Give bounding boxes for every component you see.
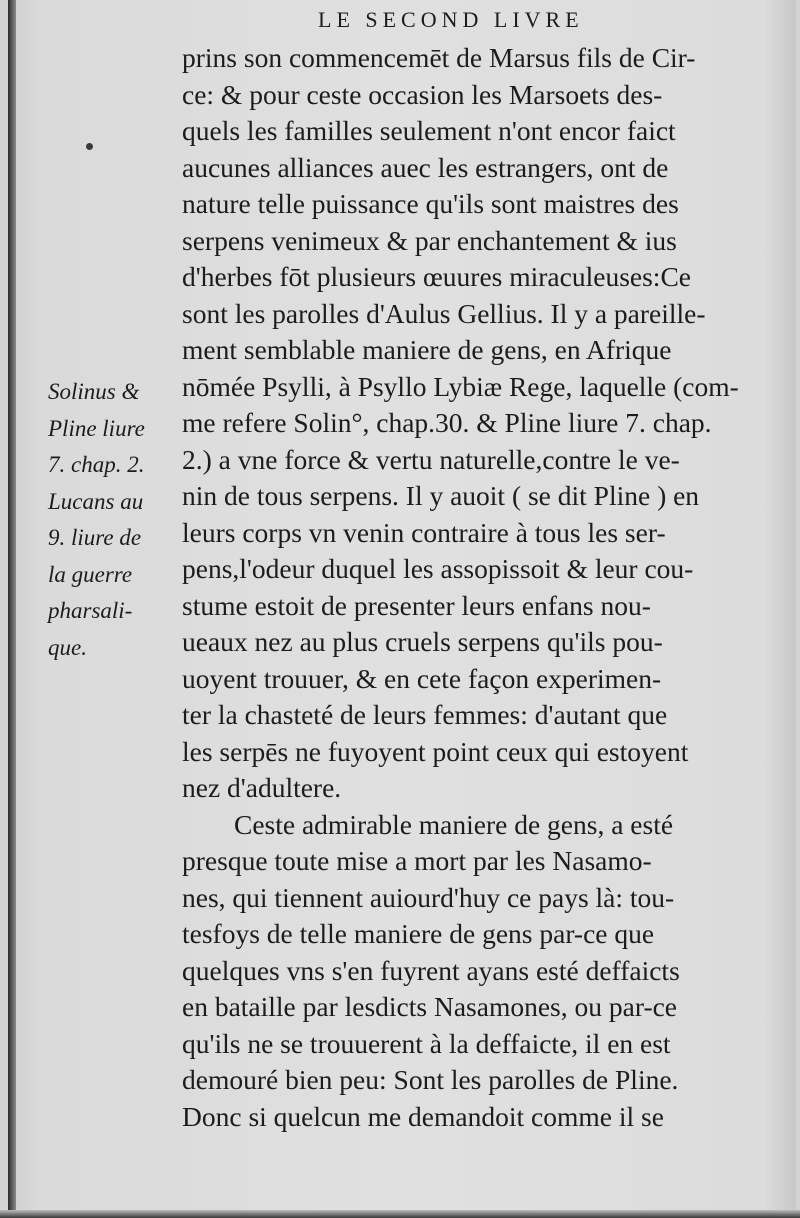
text-line: quels les familles seulement n'ont encor faict [182, 115, 676, 146]
text-line: serpens venimeux & par enchantement & ius [182, 224, 677, 256]
text-line: demouré bien peu: Sont les parolles de Pline. [182, 1064, 679, 1095]
margin-note-line: la guerre [48, 561, 133, 587]
margin-note-line: pharsali- [48, 598, 133, 623]
ink-blot [86, 143, 93, 150]
text-line: nature telle puissance qu'ils sont maistres des [182, 188, 679, 219]
text-line: 2.) a vne force & vertu naturelle,contre le ve- [182, 443, 680, 475]
text-line: Donc si quelcun me demandoit comme il se [182, 1100, 664, 1132]
margin-note-line: Lucans au [48, 488, 144, 514]
text-line: leurs corps vn venin contraire à tous les ser- [182, 516, 666, 548]
text-line: d'herbes fōt plusieurs œuures miraculeuses:Ce [182, 261, 691, 292]
running-header: LE SECOND LIVRE [318, 7, 584, 32]
margin-note-line: Solinus & [48, 379, 140, 404]
text-line: sont les parolles d'Aulus Gellius. Il y a pareille- [182, 297, 706, 329]
text-line: ment semblable maniere de gens, en Afrique [182, 334, 672, 365]
margin-note-line: 9. liure de [48, 525, 142, 550]
text-line: ter la chasteté de leurs femmes: d'autant que [182, 699, 668, 730]
text-line: quelques vns s'en fuyrent ayans esté deffaicts [182, 954, 680, 986]
text-line: aucunes alliances auec les estrangers, ont de [182, 151, 669, 183]
text-line: presque toute mise a mort par les Nasamo- [182, 845, 652, 876]
text-line: les serpēs ne fuyoyent point ceux qui estoyent [182, 735, 689, 767]
text-line: prins son commencemēt de Marsus fils de Cir- [182, 42, 696, 73]
text-line: nōmée Psylli, à Psyllo Lybiæ Rege, laquelle (com- [182, 370, 739, 402]
book-page [8, 0, 796, 1218]
margin-note-line: Pline liure [48, 415, 145, 441]
margin-note-line: 7. chap. 2. [48, 452, 145, 477]
page-bottom-edge-shadow [0, 1210, 800, 1218]
margin-note-line: que. [48, 634, 87, 660]
text-line: ce: & pour ceste occasion les Marsoets des- [182, 78, 663, 110]
text-line: nez d'adultere. [182, 772, 342, 803]
text-line: stume estoit de presenter leurs enfans nou- [182, 589, 651, 621]
text-line: qu'ils ne se trouuerent à la deffaicte, il en est [182, 1027, 671, 1059]
page-left-edge-shadow [8, 0, 16, 1218]
text-line: tesfoys de telle maniere de gens par-ce que [182, 918, 655, 949]
text-line: en bataille par lesdicts Nasamones, ou par-ce [182, 991, 678, 1022]
text-line: nin de tous serpens. Il y auoit ( se dit Pline ) en [182, 480, 700, 511]
margin-notes [48, 374, 182, 666]
text-line: uoyent trouuer, & en cete façon experimen- [182, 662, 662, 694]
body-text [182, 40, 782, 1135]
text-line: ueaux nez au plus cruels serpens qu'ils pou- [182, 626, 663, 657]
text-line: pens,l'odeur duquel les assopissoit & leur cou- [182, 553, 694, 584]
paragraph-start-line: Ceste admirable maniere de gens, a esté [234, 808, 674, 840]
text-line: nes, qui tiennent auiourd'huy ce pays là: tou- [182, 881, 675, 913]
text-line: me refere Solin°, chap.30. & Pline liure 7. chap. [182, 407, 712, 438]
